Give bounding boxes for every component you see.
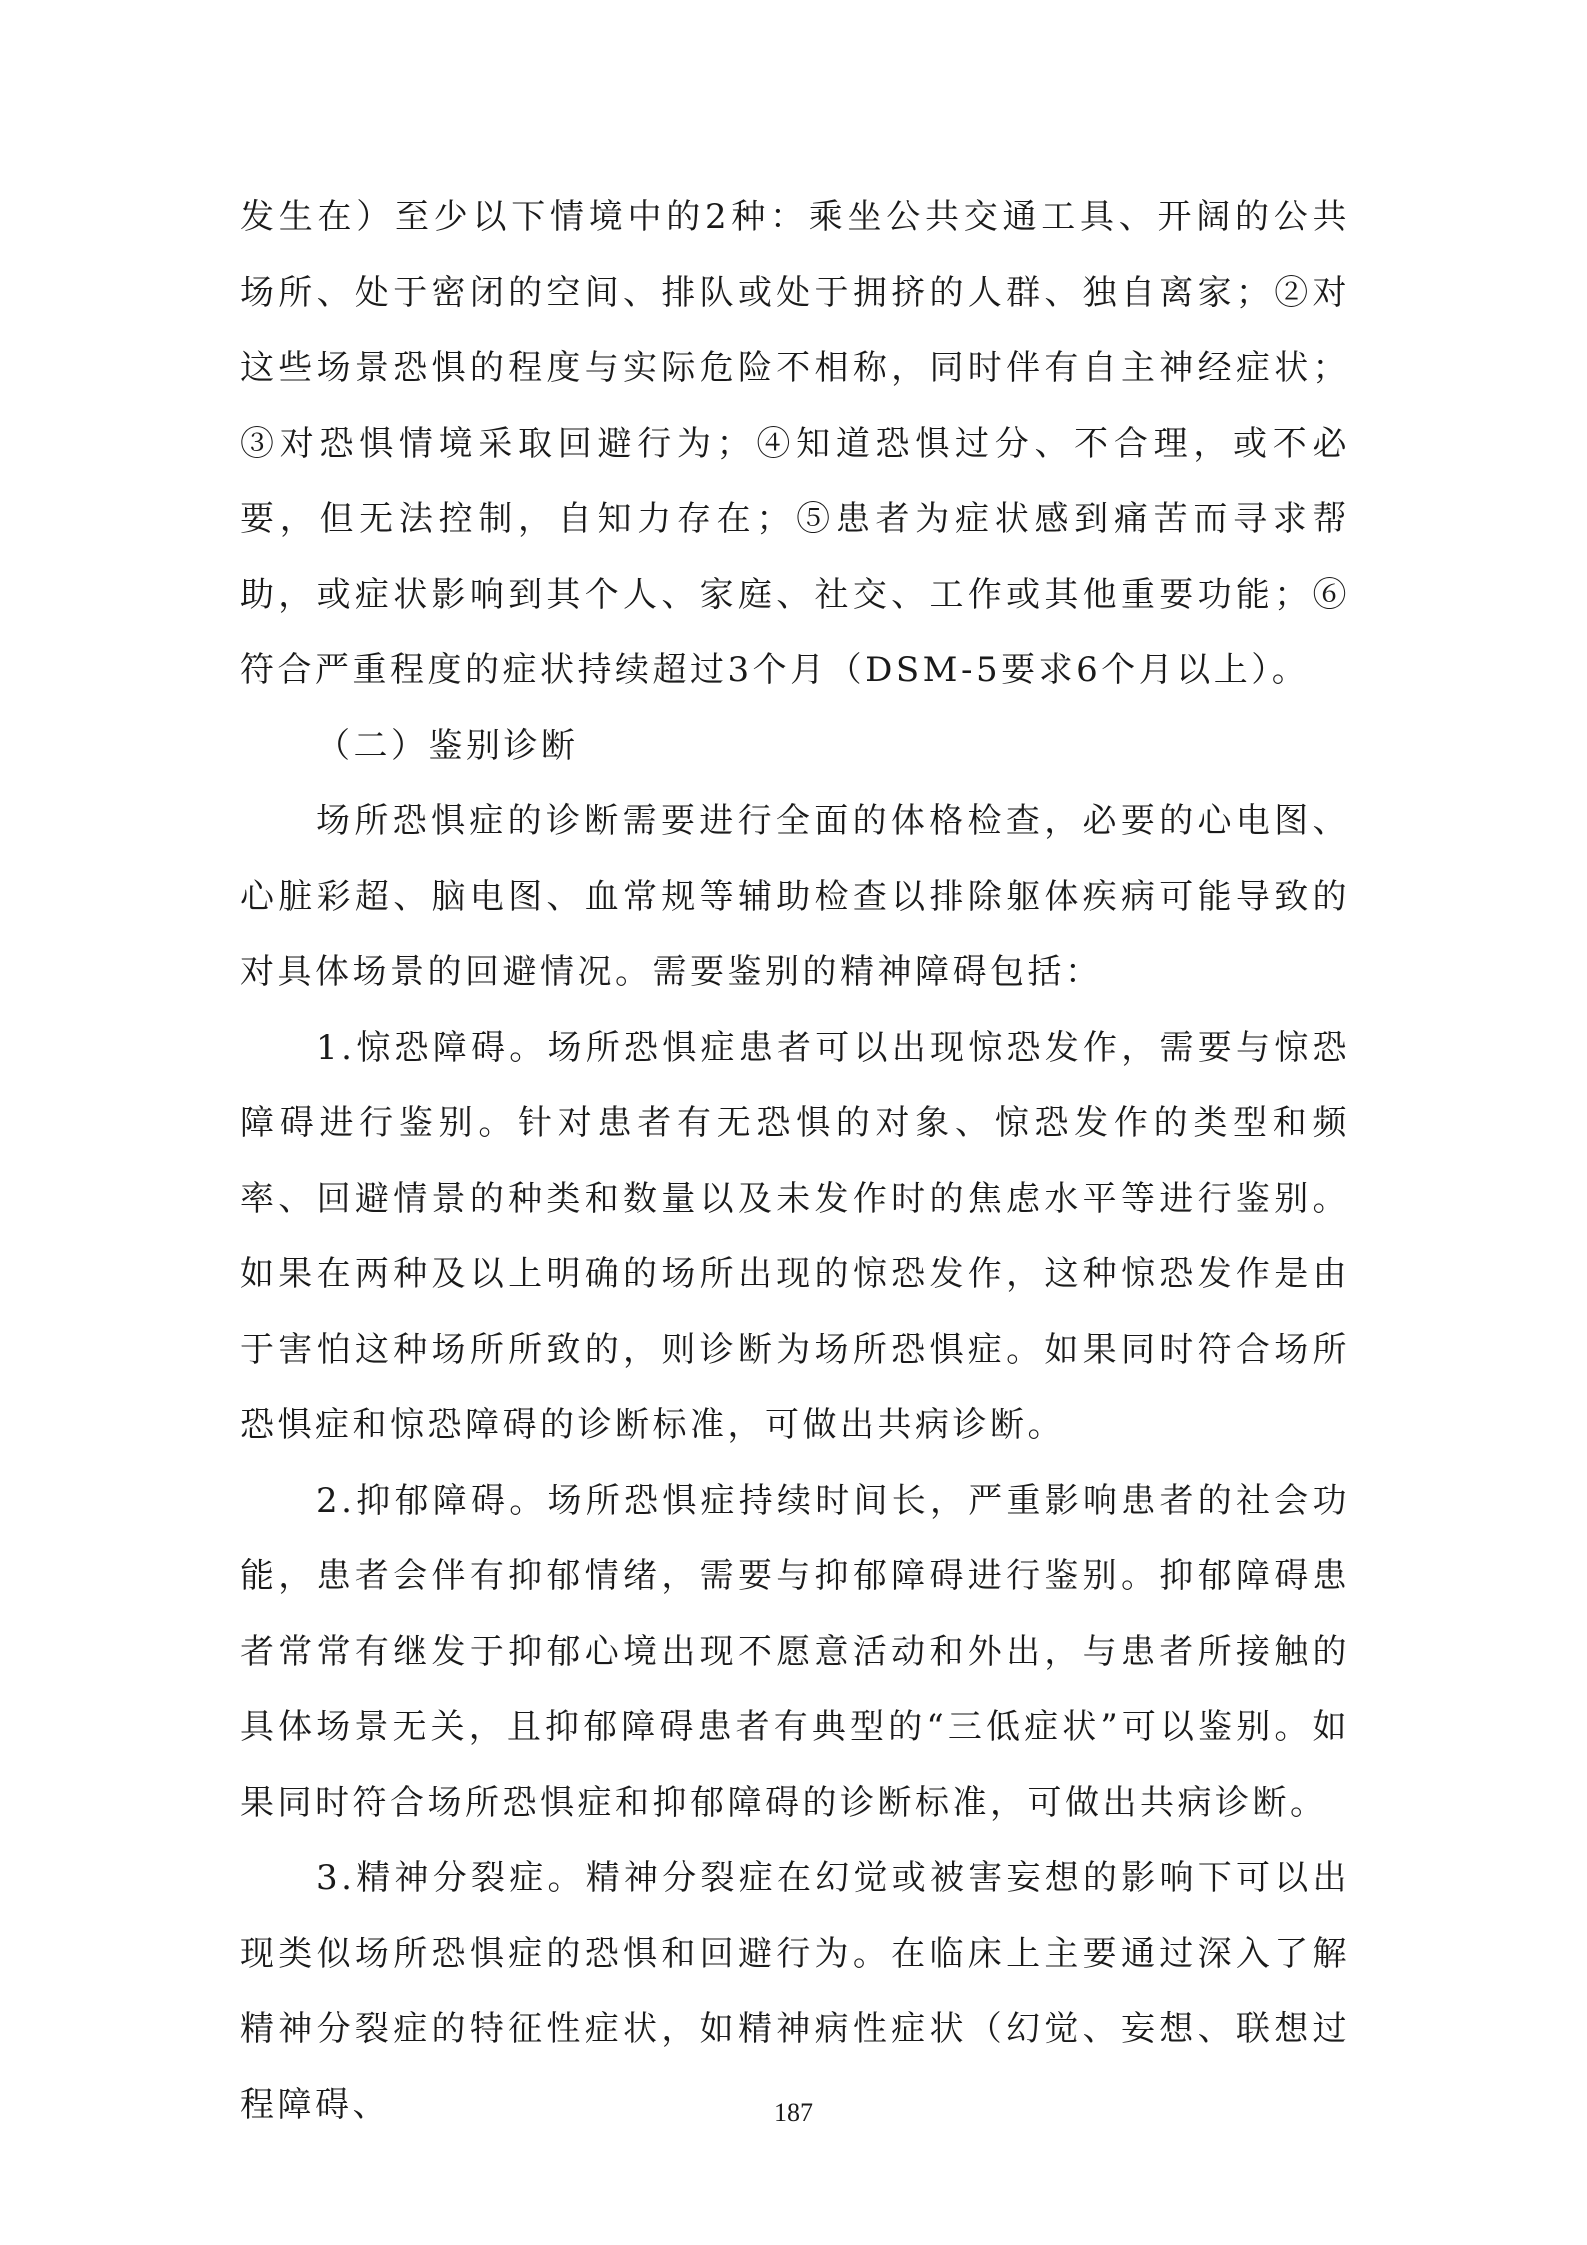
page-number: 187 xyxy=(774,2098,813,2127)
paragraph-panic-disorder: 1.惊恐障碍。场所恐惧症患者可以出现惊恐发作，需要与惊恐障碍进行鉴别。针对患者有无恐惧的对象、惊恐发作的类型和频率、回避情景的种类和数量以及未发作时的焦虑水平等进行鉴别。如果在两种及以上明确的场所出现的惊恐发作，这种惊恐发作是由于害怕这种场所所致的，则诊断为场所恐惧症。如果同时符合场所恐惧症和惊恐障碍的诊断标准，可做出共病诊断。 xyxy=(240,1027,1350,1445)
paragraph-schizophrenia: 3.精神分裂症。精神分裂症在幻觉或被害妄想的影响下可以出现类似场所恐惧症的恐惧和回避行为。在临床上主要通过深入了解精神分裂症的特征性症状，如精神病性症状（幻觉、妄想、联想过程障碍、 xyxy=(240,1858,1350,2125)
paragraph-criteria-continued: 发生在）至少以下情境中的2种：乘坐公共交通工具、开阔的公共场所、处于密闭的空间、排队或处于拥挤的人群、独自离家；②对这些场景恐惧的程度与实际危险不相称，同时伴有自主神经症状；③对恐惧情境采取回避行为；④知道恐惧过分、不合理，或不必要，但无法控制，自知力存在；⑤患者为症状感到痛苦而寻求帮助，或症状影响到其个人、家庭、社交、工作或其他重要功能；⑥符合严重程度的症状持续超过3个月（DSM-5要求6个月以上）。 xyxy=(240,197,1350,690)
paragraph-depressive-disorder: 2.抑郁障碍。场所恐惧症持续时间长，严重影响患者的社会功能，患者会伴有抑郁情绪，需要与抑郁障碍进行鉴别。抑郁障碍患者常常有继发于抑郁心境出现不愿意活动和外出，与患者所接触的具体场景无关，且抑郁障碍患者有典型的“三低症状”可以鉴别。如果同时符合场所恐惧症和抑郁障碍的诊断标准，可做出共病诊断。 xyxy=(240,1480,1350,1823)
section-heading-differential-diagnosis: （二）鉴别诊断 xyxy=(316,725,579,766)
paragraph-diagnosis-intro: 场所恐惧症的诊断需要进行全面的体格检查，必要的心电图、心脏彩超、脑电图、血常规等辅助检查以排除躯体疾病可能导致的对具体场景的回避情况。需要鉴别的精神障碍包括： xyxy=(240,801,1350,992)
page-body xyxy=(240,180,1350,2143)
